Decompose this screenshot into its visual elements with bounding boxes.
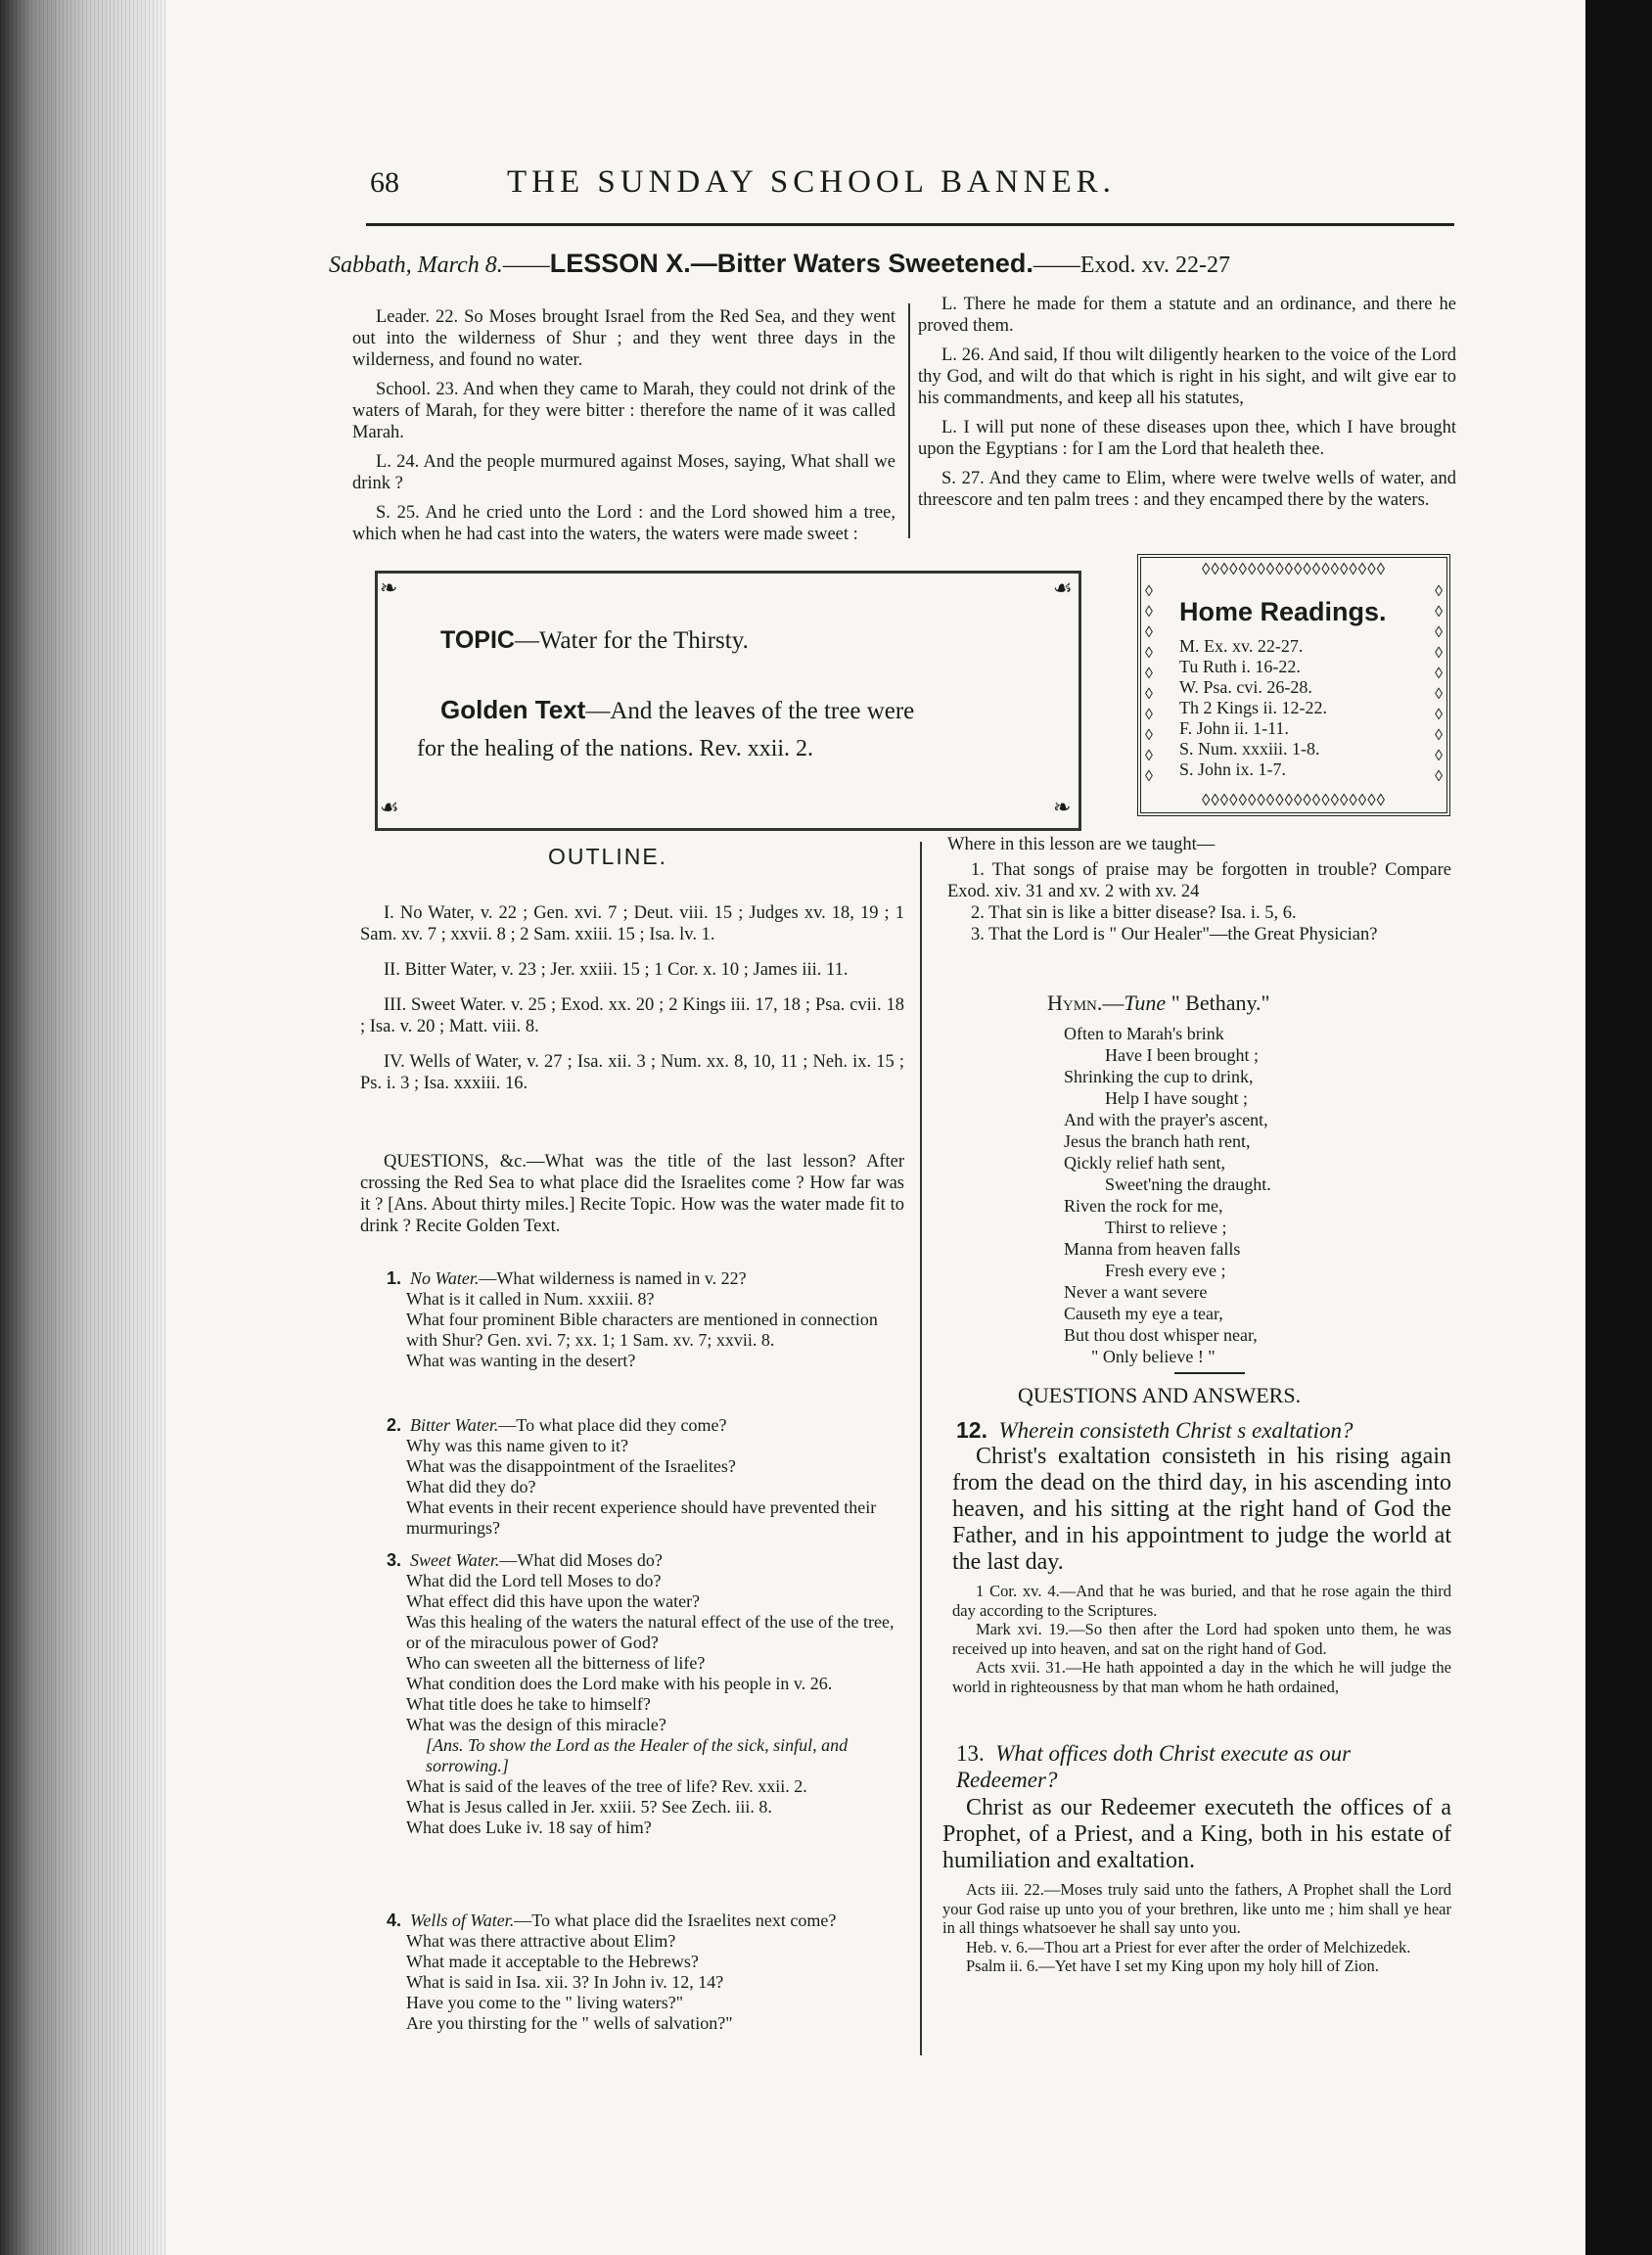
page-edges — [0, 0, 166, 2255]
outline-item: I. No Water, v. 22 ; Gen. xvi. 7 ; Deut. viii. 15 ; Judges xv. 18, 19 ; 1 Sam. xv. 7 ; xxvii. 8 ; 2 Sam. xxiii. 15 ; Isa. lv. 1. — [360, 903, 904, 944]
question-line: What was wanting in the desert? — [406, 1351, 636, 1370]
qa-reference: Psalm ii. 6.—Yet have I set my King upon my holy hill of Zion. — [966, 1956, 1379, 1975]
question-section-1 — [387, 1268, 905, 1371]
hymn-line: Shrinking the cup to drink, — [1064, 1067, 1254, 1086]
reading-item: W. Psa. cvi. 26-28. — [1179, 677, 1312, 697]
topic-text: —Water for the Thirsty. — [514, 627, 749, 654]
taught-item: 3. That the Lord is " Our Healer"—the Great Physician? — [971, 925, 1378, 944]
question-line: What effect did this have upon the water? — [406, 1591, 701, 1611]
reading-item: M. Ex. xv. 22-27. — [1179, 636, 1304, 656]
hymn-label: Hymn.— — [1047, 990, 1124, 1015]
hymn-line: Jesus the branch hath rent, — [1064, 1131, 1251, 1151]
hymn-line: But thou dost whisper near, — [1064, 1325, 1258, 1345]
section-first-question: —What wilderness is named in v. 22? — [479, 1268, 747, 1288]
hymn-rule — [1174, 1372, 1245, 1374]
verse: S. 25. And he cried unto the Lord : and the Lord showed him a tree, which when he had cast into the waters, the waters were made sweet : — [352, 503, 895, 544]
verse: Leader. 22. So Moses brought Israel from the Red Sea, and they went out into the wilderness of Shur ; and they went three days in the wilderness, and found no water. — [352, 307, 895, 370]
hymn-line: Fresh every eve ; — [1105, 1261, 1226, 1280]
qa-reference: Acts iii. 22.—Moses truly said unto the fathers, A Prophet shall the Lord your God raise up unto you of your brethren, like unto me ; him shall ye hear in all things whatsoever he shall say unto you. — [942, 1880, 1451, 1937]
hymn-line: Have I been brought ; — [1105, 1045, 1259, 1065]
ornament-border-left-icon: ◊ ◊ ◊ ◊ ◊ ◊ ◊ ◊ ◊ ◊ — [1145, 583, 1153, 785]
question-line: What does Luke iv. 18 say of him? — [406, 1818, 652, 1837]
hymn-tune-label: Tune — [1124, 990, 1167, 1015]
hymn-line: Causeth my eye a tear, — [1064, 1304, 1223, 1323]
taught-item: 1. That songs of praise may be forgotten in trouble? Compare Exod. xiv. 31 and xv. 2 with xv. 24 — [947, 860, 1451, 901]
verse: L. I will put none of these diseases upon thee, which I have brought upon the Egyptians : for I am the Lord that healeth thee. — [918, 418, 1456, 459]
ornament-border-right-icon: ◊ ◊ ◊ ◊ ◊ ◊ ◊ ◊ ◊ ◊ — [1435, 583, 1443, 785]
hymn-line: Sweet'ning the draught. — [1105, 1174, 1271, 1194]
verse: School. 23. And when they came to Marah, they could not drink of the waters of Marah, for they were bitter : therefore the name of it was called Marah. — [352, 380, 895, 442]
hymn-tune-name: " Bethany." — [1166, 990, 1270, 1015]
qa-number: 12. — [956, 1417, 987, 1443]
taught-item: 2. That sin is like a bitter disease? Isa. i. 5, 6. — [971, 903, 1297, 923]
taught-block — [947, 834, 1451, 945]
hymn-line: Thirst to relieve ; — [1105, 1218, 1227, 1237]
question-line: What events in their recent experience should have prevented their murmurings? — [406, 1497, 877, 1538]
reading-item: F. John ii. 1-11. — [1179, 718, 1289, 738]
section-first-question: —To what place did they come? — [498, 1415, 727, 1435]
hymn-line: " Only believe ! " — [1091, 1347, 1216, 1366]
question-section-4 — [387, 1910, 905, 2034]
qa-12 — [952, 1417, 1451, 1696]
reading-item: S. Num. xxxiii. 1-8. — [1179, 739, 1320, 759]
question-line: Was this healing of the waters the natural effect of the use of the tree, or of the miraculous power of God? — [406, 1612, 895, 1652]
hymn-line: And with the prayer's ascent, — [1064, 1110, 1268, 1129]
qa-question: Wherein consisteth Christ s exaltation? — [998, 1418, 1354, 1443]
section-number: 4. — [387, 1910, 402, 1930]
hymn-line: Help I have sought ; — [1105, 1088, 1248, 1108]
golden-text-line-2: for the healing of the nations. Rev. xxii. 2. — [417, 736, 814, 761]
golden-bracket — [376, 685, 378, 744]
question-line: What is Jesus called in Jer. xxiii. 5? See Zech. iii. 8. — [406, 1797, 772, 1817]
hymn-line: Manna from heaven falls — [1064, 1239, 1241, 1259]
page-number: 68 — [370, 166, 399, 199]
section-title: No Water. — [410, 1268, 480, 1288]
qa-reference: Mark xvi. 19.—So then after the Lord had spoken unto them, he was received up into heaven, and sat on the right hand of God. — [952, 1620, 1451, 1658]
corner-ornament-icon: ☙ — [380, 795, 399, 819]
verse: L. 26. And said, If thou wilt diligently hearken to the voice of the Lord thy God, and wilt do that which is right in his sight, and wilt give ear to his commandments, and keep all his statutes, — [918, 345, 1456, 408]
hymn-verses — [1064, 1023, 1271, 1367]
reading-item: S. John ix. 1-7. — [1179, 759, 1287, 779]
question-line: Have you come to the " living waters?" — [406, 1993, 684, 2012]
section-first-question: —What did Moses do? — [499, 1550, 663, 1570]
question-line: What was the disappointment of the Israelites? — [406, 1456, 736, 1476]
answer-line: [Ans. To show the Lord as the Healer of the sick, sinful, and sorrowing.] — [426, 1735, 849, 1775]
questions-intro — [360, 1151, 904, 1251]
taught-intro: Where in this lesson are we taught— — [947, 835, 1216, 854]
question-section-2 — [387, 1415, 905, 1539]
qa-reference: 1 Cor. xv. 4.—And that he was buried, and that he rose again the third day according to the Scriptures. — [952, 1582, 1451, 1620]
question-line: What did they do? — [406, 1477, 536, 1496]
column-divider-bottom — [920, 842, 922, 2055]
outline-item: II. Bitter Water, v. 23 ; Jer. xxiii. 15 ; 1 Cor. x. 10 ; James iii. 11. — [384, 960, 849, 980]
hymn-line: Qickly relief hath sent, — [1064, 1153, 1225, 1173]
ornament-border-top-icon: ◊◊◊◊◊◊◊◊◊◊◊◊◊◊◊◊◊◊◊◊ — [1201, 560, 1386, 578]
reading-item: Th 2 Kings ii. 12-22. — [1179, 698, 1327, 717]
qa-answer: Christ's exaltation consisteth in his rising again from the dead on the third day, in his ascending into heaven, and his sitting at the right hand of God the Father, and in his appointment to judge the world at the last day. — [952, 1444, 1451, 1575]
question-line: What made it acceptable to the Hebrews? — [406, 1952, 699, 1971]
scripture-right — [918, 294, 1456, 519]
section-first-question: —To what place did the Israelites next come? — [514, 1910, 837, 1930]
question-line: What title does he take to himself? — [406, 1694, 651, 1714]
question-line: What was the design of this miracle? — [406, 1715, 666, 1734]
lesson-title: LESSON X.—Bitter Waters Sweetened. — [549, 249, 1033, 278]
qa-question: What offices doth Christ execute as our Redeemer? — [956, 1741, 1352, 1792]
verse: L. 24. And the people murmured against Moses, saying, What shall we drink ? — [352, 452, 895, 493]
qa-13 — [942, 1740, 1451, 1976]
corner-ornament-icon: ❧ — [380, 575, 398, 600]
question-section-3 — [387, 1550, 905, 1838]
question-line: What is it called in Num. xxxiii. 8? — [406, 1289, 655, 1309]
qa-heading: QUESTIONS AND ANSWERS. — [1018, 1383, 1302, 1407]
corner-ornament-icon: ❧ — [1053, 795, 1072, 819]
question-line: Who can sweeten all the bitterness of life? — [406, 1653, 706, 1673]
qa-number: 13. — [956, 1741, 985, 1766]
golden-text-line-1 — [440, 695, 914, 725]
hymn-title — [1047, 990, 1270, 1016]
section-title: Sweet Water. — [410, 1550, 500, 1570]
lesson-reference: Exod. xv. 22-27 — [1079, 253, 1230, 278]
question-line: Are you thirsting for the " wells of salvation?" — [406, 2013, 733, 2033]
qa-answer: Christ as our Redeemer executeth the offices of a Prophet, of a Priest, and a King, both in his estate of humiliation and exaltation. — [942, 1795, 1451, 1873]
section-title: Bitter Water. — [410, 1415, 499, 1435]
questions-intro-text: QUESTIONS, &c.—What was the title of the last lesson? After crossing the Red Sea to what place did the Israelites come ? How far was it ? [Ans. About thirty miles.] Recite Topic. How was the water made fit to drink ? Recite Golden Text. — [360, 1152, 904, 1236]
hymn-line: Often to Marah's brink — [1064, 1024, 1224, 1043]
outline-list — [360, 902, 904, 1108]
question-line: What is said of the leaves of the tree of life? Rev. xxii. 2. — [406, 1776, 807, 1796]
home-readings-title: Home Readings. — [1179, 597, 1387, 626]
running-title: THE SUNDAY SCHOOL BANNER. — [507, 164, 1116, 200]
lesson-line: Sabbath, March 8.——LESSON X.—Bitter Waters Sweetened.——Exod. xv. 22-27 — [329, 249, 1230, 278]
outline-item: III. Sweet Water. v. 25 ; Exod. xx. 20 ; 2 Kings iii. 17, 18 ; Psa. cvii. 18 ; Isa. v. 20 ; Matt. viii. 8. — [360, 995, 904, 1036]
reading-item: Tu Ruth i. 16-22. — [1179, 657, 1301, 676]
section-number: 2. — [387, 1415, 402, 1435]
section-title: Wells of Water. — [410, 1910, 515, 1930]
outline-heading: OUTLINE. — [548, 844, 668, 869]
section-number: 3. — [387, 1550, 402, 1570]
question-line: What was there attractive about Elim? — [406, 1931, 676, 1951]
question-line: What is said in Isa. xii. 3? In John iv. 12, 14? — [406, 1972, 724, 1992]
section-number: 1. — [387, 1268, 402, 1288]
question-line: What condition does the Lord make with his people in v. 26. — [406, 1674, 833, 1693]
topic-line — [440, 626, 749, 655]
lesson-date: Sabbath, March 8. — [329, 253, 503, 278]
qa-reference: Acts xvii. 31.—He hath appointed a day in the which he will judge the world in righteousness by that man whom he hath ordained, — [952, 1658, 1451, 1696]
column-divider-top — [908, 303, 910, 538]
topic-label: TOPIC — [440, 626, 515, 654]
question-line: What four prominent Bible characters are mentioned in connection with Shur? Gen. xvi. 7; xx. 1; 1 Sam. xv. 7; xxvii. 8. — [406, 1310, 878, 1350]
question-line: What did the Lord tell Moses to do? — [406, 1571, 662, 1590]
qa-reference: Heb. v. 6.—Thou art a Priest for ever after the order of Melchizedek. — [966, 1937, 1411, 1956]
hymn-line: Riven the rock for me, — [1064, 1196, 1223, 1216]
scan-edge — [1585, 0, 1652, 2255]
outline-item: IV. Wells of Water, v. 27 ; Isa. xii. 3 ; Num. xx. 8, 10, 11 ; Neh. ix. 15 ; Ps. i. 3 ; Isa. xxxiii. 16. — [360, 1052, 904, 1093]
verse: S. 27. And they came to Elim, where were twelve wells of water, and threescore and ten palm trees : and they encamped there by the waters. — [918, 469, 1456, 510]
question-line: Why was this name given to it? — [406, 1436, 628, 1455]
scripture-left — [352, 306, 895, 553]
hymn-line: Never a want severe — [1064, 1282, 1208, 1302]
verse: L. There he made for them a statute and an ordinance, and there he proved them. — [918, 295, 1456, 336]
corner-ornament-icon: ☙ — [1053, 575, 1073, 600]
golden-label: Golden Text — [440, 695, 586, 724]
golden-text: —And the leaves of the tree were — [585, 698, 915, 724]
header-rule — [366, 223, 1454, 226]
ornament-border-bottom-icon: ◊◊◊◊◊◊◊◊◊◊◊◊◊◊◊◊◊◊◊◊ — [1201, 791, 1386, 809]
